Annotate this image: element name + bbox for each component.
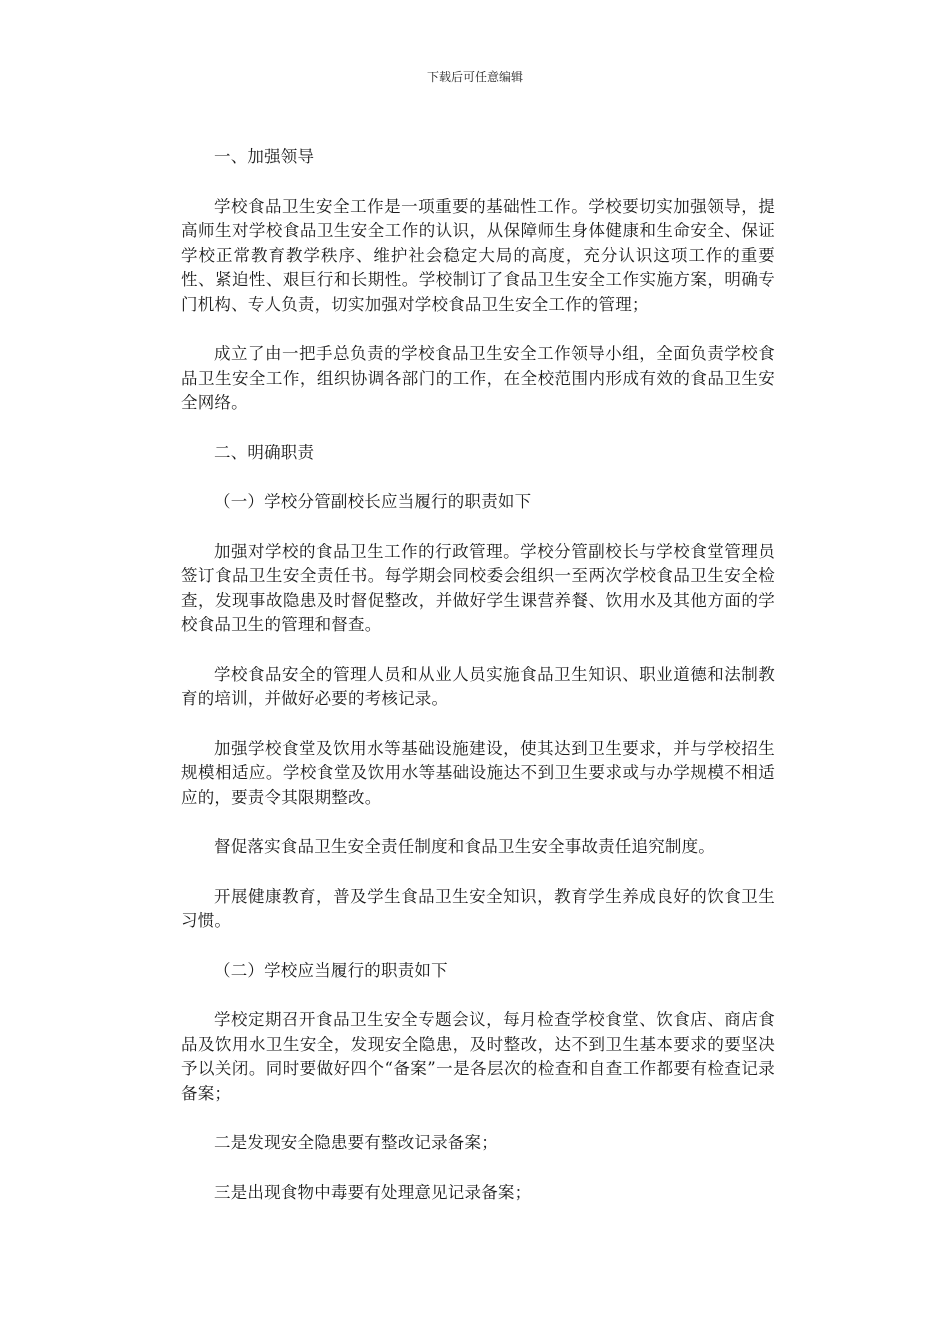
section-heading-responsibilities: 二、明确职责 <box>214 442 315 462</box>
paragraph: 学校食品卫生安全工作是一项重要的基础性工作。学校要切实加强领导，提高师生对学校食品卫生安全工作的认识，从保障师生身体健康和生命安全、保证学校正常教育教学秩序、维护社会稳定大局的高度，充分认识这项工作的重要性、紧迫性、艰巨行和长期性。学校制订了食品卫生安全工作实施方案，明确专门机构、专人负责，切实加强对学校食品卫生安全工作的管理； <box>181 196 775 314</box>
paragraph: 三是出现食物中毒要有处理意见记录备案； <box>214 1182 532 1202</box>
paragraph: 学校定期召开食品卫生安全专题会议，每月检查学校食堂、饮食店、商店食品及饮用水卫生安全，发现安全隐患，及时整改，达不到卫生基本要求的要坚决予以关闭。同时要做好四个“备案”一是各层次的检查和自查工作都要有检查记录备案； <box>181 1010 775 1103</box>
page-header-note: 下载后可任意编辑 <box>426 70 523 84</box>
paragraph: 学校食品安全的管理人员和从业人员实施食品卫生知识、职业道德和法制教育的培训，并做好必要的考核记录。 <box>181 664 775 708</box>
subsection-heading-school: （二）学校应当履行的职责如下 <box>214 960 448 980</box>
paragraph: 开展健康教育，普及学生食品卫生安全知识，教育学生养成良好的饮食卫生习惯。 <box>181 886 775 930</box>
paragraph: 二是发现安全隐患要有整改记录备案； <box>214 1133 498 1152</box>
paragraph: 督促落实食品卫生安全责任制度和食品卫生安全事故责任追究制度。 <box>214 837 715 856</box>
section-heading-leadership: 一、加强领导 <box>214 147 315 166</box>
paragraph: 加强学校食堂及饮用水等基础设施建设，使其达到卫生要求，并与学校招生规模相适应。学校食堂及饮用水等基础设施达不到卫生要求或与办学规模不相适应的，要责令其限期整改。 <box>181 738 775 807</box>
paragraph: 成立了由一把手总负责的学校食品卫生安全工作领导小组，全面负责学校食品卫生安全工作，组织协调各部门的工作，在全校范围内形成有效的食品卫生安全网络。 <box>181 344 775 412</box>
document-body <box>181 145 775 1230</box>
paragraph: 加强对学校的食品卫生工作的行政管理。学校分管副校长与学校食堂管理员签订食品卫生安全责任书。每学期会同校委会组织一至两次学校食品卫生安全检查，发现事故隐患及时督促整改，并做好学生课营养餐、饮用水及其他方面的学校食品卫生的管理和督查。 <box>181 541 775 634</box>
subsection-heading-vice-principal: （一）学校分管副校长应当履行的职责如下 <box>214 492 532 511</box>
